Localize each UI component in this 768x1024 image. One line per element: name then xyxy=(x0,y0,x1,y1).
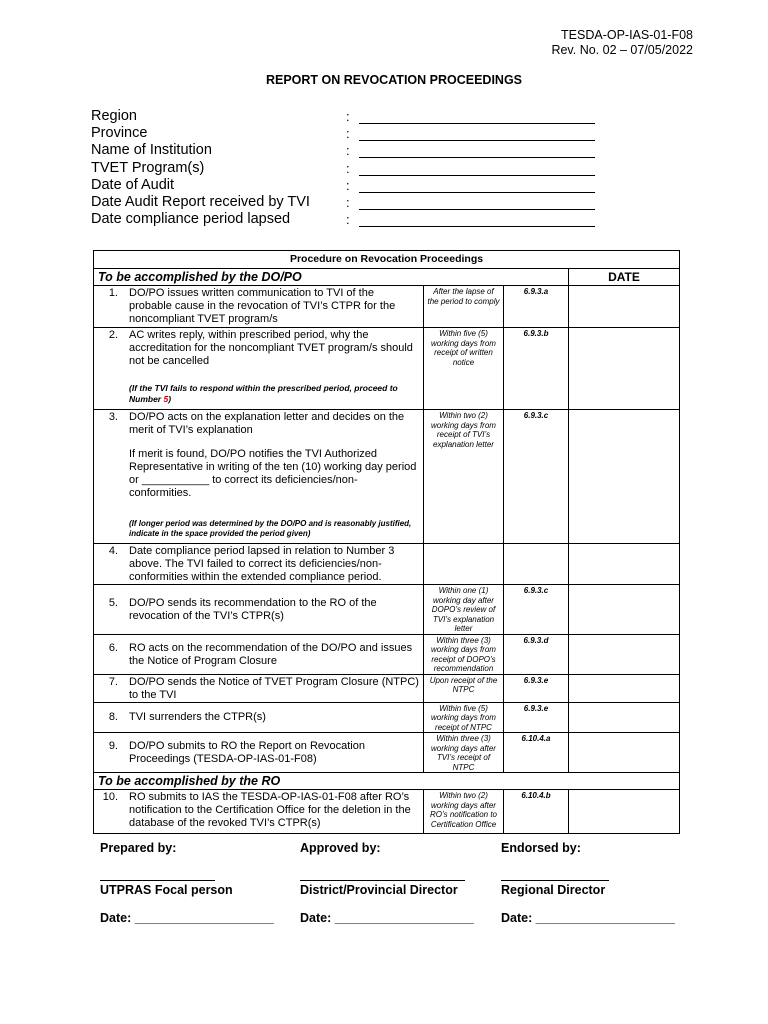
field-blank-line[interactable] xyxy=(359,192,595,193)
step-date-cell[interactable] xyxy=(569,544,680,585)
field-blank-line[interactable] xyxy=(359,209,595,210)
endorsed-by-role: Regional Director xyxy=(501,883,606,897)
table-row xyxy=(94,585,680,635)
step-number: 7. xyxy=(108,675,118,688)
form-code-block xyxy=(551,28,693,58)
step-description xyxy=(94,410,424,544)
step-timeframe: Within two (2) working days after RO’s notification to Certification Office xyxy=(424,790,504,834)
field-date-report-received xyxy=(91,194,601,211)
step-description xyxy=(94,328,424,410)
prepared-by-signature-line[interactable] xyxy=(100,880,215,881)
field-colon: : xyxy=(346,160,350,176)
step-number: 10. xyxy=(102,791,118,803)
field-colon: : xyxy=(346,143,350,159)
step-description xyxy=(94,702,424,733)
field-blank-line[interactable] xyxy=(359,175,595,176)
step-note xyxy=(129,382,423,405)
procedure-table-title: Procedure on Revocation Proceedings xyxy=(94,251,680,269)
step-timeframe: Within one (1) working day after DOPO’s review of TVI’s explanation letter xyxy=(424,585,504,635)
field-institution xyxy=(91,142,601,159)
step-description xyxy=(94,634,424,674)
step-text: DO/PO submits to RO the Report on Revocation Proceedings (TESDA-OP-IAS-01-F08) xyxy=(129,740,365,765)
step-timeframe: Within two (2) working days from receipt of TVI’s explanation letter xyxy=(424,410,504,544)
field-blank-line[interactable] xyxy=(359,226,595,227)
step-date-cell[interactable] xyxy=(569,733,680,773)
step-text: TVI surrenders the CTPR(s) xyxy=(129,711,266,724)
step-timeframe: Within five (5) working days from receipt of NTPC xyxy=(424,702,504,733)
field-colon: : xyxy=(346,177,350,193)
field-date-compliance-lapsed xyxy=(91,211,601,228)
field-province xyxy=(91,125,601,142)
step-reference: 6.9.3.a xyxy=(504,286,569,328)
step-date-cell[interactable] xyxy=(569,410,680,544)
step-reference: 6.9.3.c xyxy=(504,410,569,544)
section-heading-dopo: To be accomplished by the DO/PO xyxy=(94,269,569,286)
step-number: 3. xyxy=(108,411,118,423)
revision-number: Rev. No. 02 – 07/05/2022 xyxy=(551,43,693,57)
step-note-reference: 5 xyxy=(163,394,169,404)
table-row xyxy=(94,410,680,544)
table-row xyxy=(94,790,680,834)
field-date-audit xyxy=(91,177,601,194)
step-description xyxy=(94,674,424,702)
step-number: 6. xyxy=(108,641,118,654)
step-number: 8. xyxy=(108,711,118,724)
step-text: RO acts on the recommendation of the DO/PO and issues the Notice of Program Closure xyxy=(129,641,413,667)
table-row xyxy=(94,544,680,585)
info-fields xyxy=(91,108,601,228)
approved-by-signature-line[interactable] xyxy=(300,880,465,881)
endorsed-by-signature-line[interactable] xyxy=(501,880,609,881)
step-description xyxy=(94,585,424,635)
prepared-by-heading: Prepared by: xyxy=(100,841,177,855)
field-colon: : xyxy=(346,109,350,124)
field-blank-line[interactable] xyxy=(359,157,595,158)
prepared-by-role: UTPRAS Focal person xyxy=(100,883,233,897)
field-colon: : xyxy=(346,212,350,228)
form-code: TESDA-OP-IAS-01-F08 xyxy=(561,28,693,42)
step-reference: 6.10.4.b xyxy=(504,790,569,834)
field-blank-line[interactable] xyxy=(359,140,595,141)
table-row xyxy=(94,634,680,674)
step-description xyxy=(94,286,424,328)
field-region xyxy=(91,108,601,125)
field-label: Name of Institution xyxy=(91,142,212,159)
approved-by-date[interactable]: Date: ____________________ xyxy=(300,911,474,925)
step-text: DO/PO issues written communication to TVI of the probable cause in the revocation of TVI’s CTPR for the noncompliant TVET program/s xyxy=(129,287,396,325)
field-label: Date compliance period lapsed xyxy=(91,211,291,228)
field-label: Region xyxy=(91,108,137,124)
step-reference: 6.9.3.e xyxy=(504,702,569,733)
step-date-cell[interactable] xyxy=(569,702,680,733)
step-number: 5. xyxy=(108,596,118,609)
step-date-cell[interactable] xyxy=(569,634,680,674)
approved-by-role: District/Provincial Director xyxy=(300,883,458,897)
field-blank-line[interactable] xyxy=(359,123,595,124)
step-reference xyxy=(504,544,569,585)
procedure-table xyxy=(93,250,680,834)
step-text: DO/PO sends the Notice of TVET Program Closure (NTPC) to the TVI xyxy=(129,675,419,701)
step-timeframe: Within five (5) working days from receipt of written notice xyxy=(424,328,504,410)
step-text: RO submits to IAS the TESDA-OP-IAS-01-F08 after RO’s notification to the Certification Office for the deletion in the database of the revoked TVI’s CTPR(s) xyxy=(129,791,411,829)
date-column-header: DATE xyxy=(569,269,680,286)
step-text-secondary: If merit is found, DO/PO notifies the TVI Authorized Representative in writing of the ten (10) working day period or ___________ to correct its deficiencies/non-conformities. xyxy=(129,448,417,499)
step-text: DO/PO acts on the explanation letter and decides on the merit of TVI’s explanation xyxy=(129,411,405,436)
step-date-cell[interactable] xyxy=(569,674,680,702)
section-heading-ro: To be accomplished by the RO xyxy=(94,773,680,790)
step-reference: 6.9.3.e xyxy=(504,674,569,702)
field-colon: : xyxy=(346,194,350,210)
table-row xyxy=(94,733,680,773)
step-date-cell[interactable] xyxy=(569,328,680,410)
step-reference: 6.10.4.a xyxy=(504,733,569,773)
step-text: Date compliance period lapsed in relation to Number 3 above. The TVI failed to correct its deficiencies/non-conformities within the extended compliance period. xyxy=(129,545,395,583)
endorsed-by-heading: Endorsed by: xyxy=(501,841,581,855)
table-row xyxy=(94,328,680,410)
step-text: AC writes reply, within prescribed period, why the accreditation for the noncompliant TVET program/s should not be cancelled xyxy=(129,329,413,367)
step-reference: 6.9.3.b xyxy=(504,328,569,410)
step-timeframe: After the lapse of the period to comply xyxy=(424,286,504,328)
table-row xyxy=(94,674,680,702)
step-number: 2. xyxy=(108,329,118,341)
approved-by-heading: Approved by: xyxy=(300,841,381,855)
step-reference: 6.9.3.c xyxy=(504,585,569,635)
step-description xyxy=(94,790,424,834)
endorsed-by-date[interactable]: Date: ____________________ xyxy=(501,911,675,925)
step-note-text: (If the TVI fails to respond within the prescribed period, proceed to Number xyxy=(129,383,398,404)
step-date-cell[interactable] xyxy=(569,790,680,834)
step-timeframe: Within three (3) working days from receipt of DOPO’s recommendation xyxy=(424,634,504,674)
field-label: Date Audit Report received by TVI xyxy=(91,193,310,210)
step-note: (If longer period was determined by the DO/PO and is reasonably justified, indicate in the space provided the period given) xyxy=(129,519,412,538)
prepared-by-date[interactable]: Date: ____________________ xyxy=(100,911,274,925)
step-timeframe: Within three (3) working days after TVI’s receipt of NTPC xyxy=(424,733,504,773)
document-title: REPORT ON REVOCATION PROCEEDINGS xyxy=(265,73,523,87)
field-tvet-program xyxy=(91,160,601,177)
step-note-close: ) xyxy=(168,394,172,404)
step-description xyxy=(94,544,424,585)
step-date-cell[interactable] xyxy=(569,585,680,635)
table-row xyxy=(94,702,680,733)
step-timeframe xyxy=(424,544,504,585)
field-label: TVET Program(s) xyxy=(91,159,205,176)
field-label: Province xyxy=(91,125,148,142)
step-number: 9. xyxy=(108,740,118,752)
step-text: DO/PO sends its recommendation to the RO of the revocation of the TVI’s CTPR(s) xyxy=(129,596,377,622)
table-row xyxy=(94,286,680,328)
field-colon: : xyxy=(346,126,350,142)
step-description xyxy=(94,733,424,773)
step-reference: 6.9.3.d xyxy=(504,634,569,674)
step-number: 4. xyxy=(108,545,118,557)
step-number: 1. xyxy=(108,287,118,299)
field-label: Date of Audit xyxy=(91,176,175,193)
step-timeframe: Upon receipt of the NTPC xyxy=(424,674,504,702)
step-date-cell[interactable] xyxy=(569,286,680,328)
